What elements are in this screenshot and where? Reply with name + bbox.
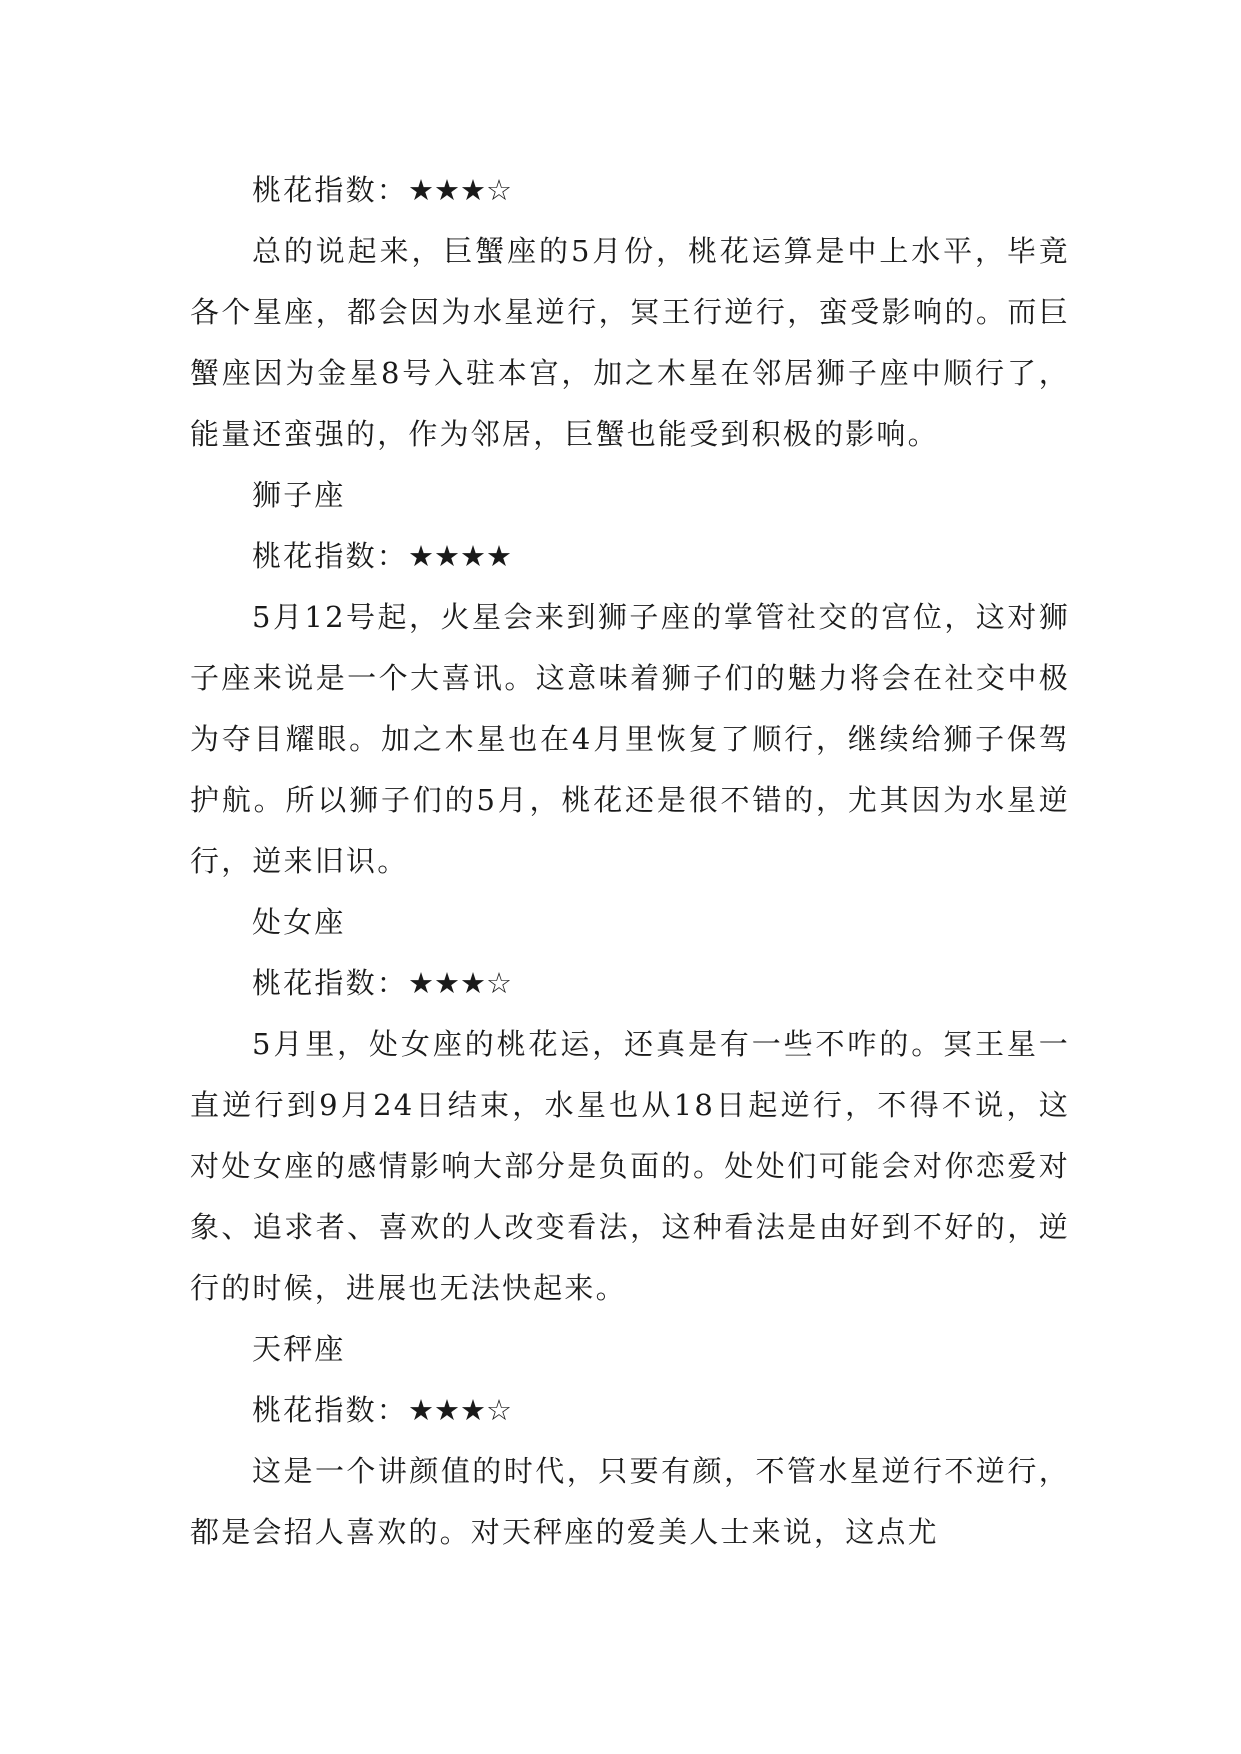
paragraph: 这是一个讲颜值的时代，只要有颜，不管水星逆行不逆行，都是会招人喜欢的。对天秤座的爱美人士来说，这点尤 bbox=[190, 1454, 1070, 1549]
rating-stars: ★★★☆ bbox=[408, 173, 513, 207]
rating-label: 桃花指数： bbox=[252, 539, 409, 573]
document-body bbox=[190, 160, 1070, 1563]
rating-stars: ★★★☆ bbox=[408, 966, 513, 1000]
rating-line bbox=[190, 160, 1070, 221]
sign-heading: 狮子座 bbox=[252, 478, 346, 512]
sign-heading: 处女座 bbox=[252, 905, 346, 939]
sign-heading: 天秤座 bbox=[252, 1332, 346, 1366]
rating-stars: ★★★★ bbox=[408, 539, 513, 573]
rating-stars: ★★★☆ bbox=[408, 1393, 513, 1427]
rating-line bbox=[190, 526, 1070, 587]
paragraph: 5月里，处女座的桃花运，还真是有一些不咋的。冥王星一直逆行到9月24日结束，水星也从18日起逆行，不得不说，这对处女座的感情影响大部分是负面的。处处们可能会对你恋爱对象、追求者、喜欢的人改变看法，这种看法是由好到不好的，逆行的时候，进展也无法快起来。 bbox=[190, 1027, 1070, 1305]
rating-label: 桃花指数： bbox=[252, 1393, 409, 1427]
rating-line bbox=[190, 1380, 1070, 1441]
rating-label: 桃花指数： bbox=[252, 173, 409, 207]
paragraph: 总的说起来，巨蟹座的5月份，桃花运算是中上水平，毕竟各个星座，都会因为水星逆行，冥王行逆行，蛮受影响的。而巨蟹座因为金星8号入驻本宫，加之木星在邻居狮子座中顺行了，能量还蛮强的，作为邻居，巨蟹也能受到积极的影响。 bbox=[190, 234, 1070, 451]
paragraph: 5月12号起，火星会来到狮子座的掌管社交的宫位，这对狮子座来说是一个大喜讯。这意味着狮子们的魅力将会在社交中极为夺目耀眼。加之木星也在4月里恢复了顺行，继续给狮子保驾护航。所以狮子们的5月，桃花还是很不错的，尤其因为水星逆行，逆来旧识。 bbox=[190, 600, 1070, 878]
rating-label: 桃花指数： bbox=[252, 966, 409, 1000]
rating-line bbox=[190, 953, 1070, 1014]
